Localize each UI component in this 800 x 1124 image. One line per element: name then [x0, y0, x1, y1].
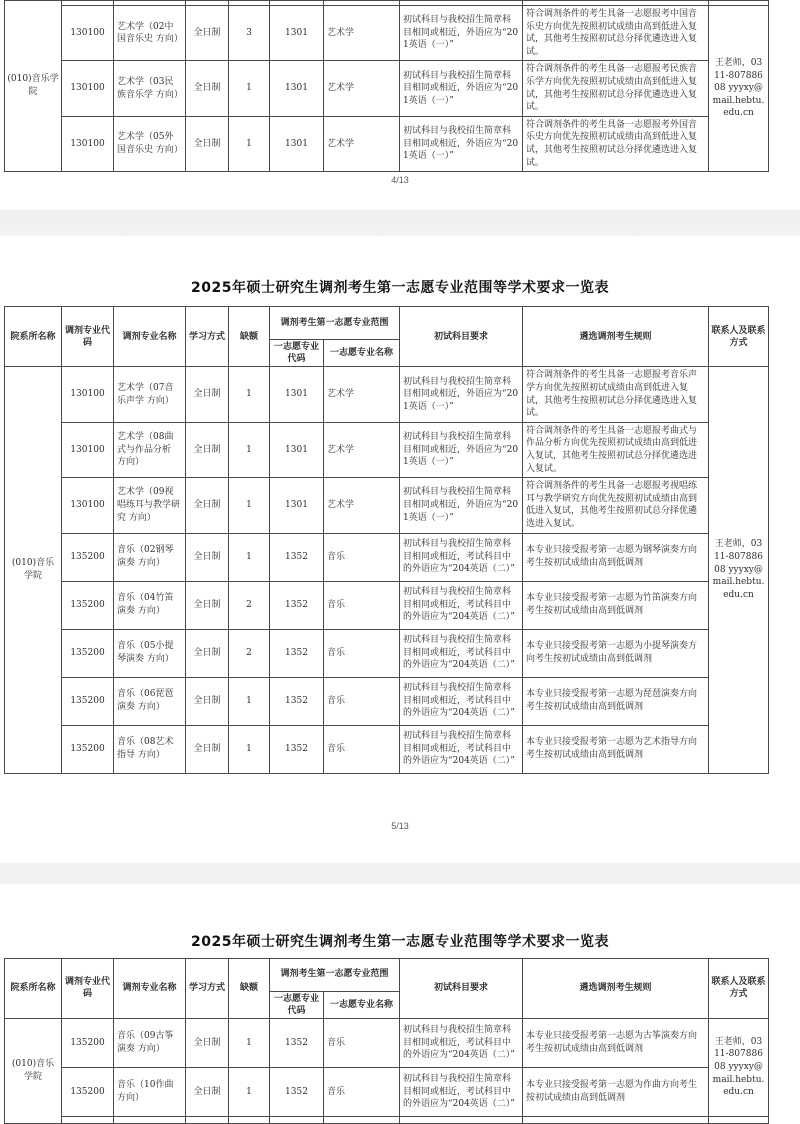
cell-first-choice-code: 1301: [270, 422, 324, 477]
cell-first-choice-name: 音乐: [324, 1067, 400, 1116]
cell-adjust-name: 艺术学（08曲式与作品分析 方向）: [114, 422, 186, 477]
cell-first-choice-name: 艺术学: [324, 6, 400, 61]
cell-exam-requirement: 初试科目与我校招生简章科目相同或相近，外语应为“201英语（一）”: [400, 478, 523, 533]
cell-adjust-code: 130100: [62, 61, 114, 116]
cell-study-mode: 全日制: [186, 1067, 229, 1116]
col-selection-rule: 遴选调剂考生规则: [523, 958, 709, 1018]
cell-quota: 2: [229, 581, 270, 629]
table-row: [5, 116, 769, 171]
table-row: [5, 725, 769, 773]
cell-study-mode: 全日制: [186, 116, 229, 171]
cell-adjust-name: 音乐（06琵琶演奏 方向）: [114, 677, 186, 725]
table-body: [5, 367, 769, 773]
cell-adjust-code: 135200: [62, 677, 114, 725]
cell-dept: (010)音乐学院: [5, 367, 62, 773]
cell-adjust-name: 音乐（09古筝演奏 方向）: [114, 1018, 186, 1067]
table-body: [5, 1, 769, 172]
col-contact: 联系人及联系方式: [709, 958, 769, 1018]
cell-first-choice-name: 音乐: [324, 581, 400, 629]
cell-adjust-name: 艺术学（05外国音乐史 方向）: [114, 116, 186, 171]
adjustment-table-p5: [4, 306, 769, 773]
cell-exam-requirement: 初试科目与我校招生简章科目相同或相近，考试科目中的外语应为“204英语（二）”: [400, 677, 523, 725]
cell-dept: (010)音乐学院: [5, 1, 62, 172]
cell-adjust-name: 音乐（05小提琴演奏 方向）: [114, 629, 186, 677]
cell-exam-requirement: 初试科目与我校招生简章科目相同或相近，考试科目中的外语应为“204英语（二）”: [400, 629, 523, 677]
cell-contact: 王老师，0311-80788608 yyyxy@mail.hebtu.edu.cn: [709, 367, 769, 773]
col-selection-rule: 遴选调剂考生规则: [523, 307, 709, 367]
cell-fragment: [270, 1116, 324, 1123]
cell-selection-rule: 符合调剂条件的考生具备一志愿报考中国音乐史方向优先按照初试成绩由高到低进入复试，其他考生按照初试总分择优遴选进入复试。: [523, 6, 709, 61]
cell-quota: 1: [229, 61, 270, 116]
clipped-row-bottom: [5, 1116, 769, 1123]
cell-adjust-code: 135200: [62, 1067, 114, 1116]
cell-study-mode: 全日制: [186, 677, 229, 725]
col-first-choice-code: 一志愿专业代码: [270, 991, 324, 1018]
cell-contact: 王老师，0311-80788608 yyyxy@mail.hebtu.edu.cn: [709, 1018, 769, 1116]
cell-adjust-name: 艺术学（07音乐声学 方向）: [114, 367, 186, 422]
cell-exam-requirement: 初试科目与我校招生简章科目相同或相近，外语应为“201英语（一）”: [400, 422, 523, 477]
cell-quota: 1: [229, 367, 270, 422]
cell-adjust-name: 艺术学（09视唱练耳与教学研究 方向）: [114, 478, 186, 533]
cell-adjust-code: 130100: [62, 478, 114, 533]
cell-study-mode: 全日制: [186, 533, 229, 581]
cell-first-choice-code: 1301: [270, 61, 324, 116]
cell-selection-rule: 本专业只接受报考第一志愿为小提琴演奏方向考生按初试成绩由高到低调剂: [523, 629, 709, 677]
cell-first-choice-name: 艺术学: [324, 478, 400, 533]
cell-study-mode: 全日制: [186, 367, 229, 422]
cell-exam-requirement: 初试科目与我校招生简章科目相同或相近，外语应为“201英语（一）”: [400, 6, 523, 61]
col-dept: 院系所名称: [5, 958, 62, 1018]
cell-quota: 1: [229, 533, 270, 581]
col-contact: 联系人及联系方式: [709, 307, 769, 367]
col-adjust-code: 调剂专业代码: [62, 958, 114, 1018]
cell-study-mode: 全日制: [186, 6, 229, 61]
cell-exam-requirement: 初试科目与我校招生简章科目相同或相近，外语应为“201英语（一）”: [400, 61, 523, 116]
cell-selection-rule: 本专业只接受报考第一志愿为钢琴演奏方向考生按初试成绩由高到低调剂: [523, 533, 709, 581]
cell-first-choice-name: 音乐: [324, 677, 400, 725]
cell-first-choice-name: 音乐: [324, 533, 400, 581]
col-quota: 缺额: [229, 958, 270, 1018]
cell-quota: 1: [229, 116, 270, 171]
cell-exam-requirement: 初试科目与我校招生简章科目相同或相近，外语应为“201英语（一）”: [400, 116, 523, 171]
cell-quota: 1: [229, 677, 270, 725]
cell-selection-rule: 符合调剂条件的考生具备一志愿报考音乐声学方向优先按照初试成绩由高到低进入复试，其他考生按照初试总分择优遴选进入复试。: [523, 367, 709, 422]
col-exam-requirement: 初试科目要求: [400, 958, 523, 1018]
cell-fragment: [114, 1116, 186, 1123]
col-first-choice-group: 调剂考生第一志愿专业范围: [270, 958, 400, 991]
cell-quota: 1: [229, 725, 270, 773]
col-exam-requirement: 初试科目要求: [400, 307, 523, 367]
cell-study-mode: 全日制: [186, 725, 229, 773]
cell-first-choice-code: 1301: [270, 116, 324, 171]
cell-quota: 1: [229, 1018, 270, 1067]
table-body: [5, 1018, 769, 1123]
cell-fragment: [709, 1116, 769, 1123]
cell-study-mode: 全日制: [186, 422, 229, 477]
cell-first-choice-name: 音乐: [324, 1018, 400, 1067]
col-adjust-name: 调剂专业名称: [114, 958, 186, 1018]
cell-adjust-name: 音乐（08艺术指导 方向）: [114, 725, 186, 773]
cell-exam-requirement: 初试科目与我校招生简章科目相同或相近，外语应为“201英语（一）”: [400, 367, 523, 422]
cell-study-mode: 全日制: [186, 61, 229, 116]
cell-first-choice-name: 音乐: [324, 725, 400, 773]
page-section-p5: [0, 278, 800, 831]
cell-adjust-code: 135200: [62, 1018, 114, 1067]
col-study-mode: 学习方式: [186, 958, 229, 1018]
cell-first-choice-name: 艺术学: [324, 116, 400, 171]
cell-selection-rule: 本专业只接受报考第一志愿为艺术指导方向考生按初试成绩由高到低调剂: [523, 725, 709, 773]
cell-selection-rule: 本专业只接受报考第一志愿为琵琶演奏方向考生按初试成绩由高到低调剂: [523, 677, 709, 725]
cell-selection-rule: 本专业只接受报考第一志愿为古筝演奏方向考生按初试成绩由高到低调剂: [523, 1018, 709, 1067]
cell-first-choice-name: 艺术学: [324, 367, 400, 422]
cell-selection-rule: 符合调剂条件的考生具备一志愿报考外国音乐史方向优先按照初试成绩由高到低进入复试，其他考生按照初试总分择优遴选进入复试。: [523, 116, 709, 171]
cell-adjust-code: 135200: [62, 533, 114, 581]
col-quota: 缺额: [229, 307, 270, 367]
cell-first-choice-name: 艺术学: [324, 61, 400, 116]
page-number: 5/13: [391, 820, 409, 831]
page-number: 4/13: [391, 175, 409, 186]
cell-study-mode: 全日制: [186, 478, 229, 533]
cell-selection-rule: 符合调剂条件的考生具备一志愿报考曲式与作品分析方向优先按照初试成绩由高到低进入复试，其他考生按照初试总分择优遴选进入复试。: [523, 422, 709, 477]
cell-adjust-name: 音乐（10作曲 方向）: [114, 1067, 186, 1116]
cell-first-choice-code: 1352: [270, 581, 324, 629]
cell-fragment: [62, 1116, 114, 1123]
cell-first-choice-code: 1352: [270, 533, 324, 581]
header-row-top: [5, 958, 769, 991]
cell-quota: 1: [229, 478, 270, 533]
table-row: [5, 629, 769, 677]
adjustment-table-p4: [4, 0, 769, 172]
col-first-choice-name: 一志愿专业名称: [324, 991, 400, 1018]
cell-fragment: [523, 1116, 709, 1123]
cell-exam-requirement: 初试科目与我校招生简章科目相同或相近，考试科目中的外语应为“204英语（二）”: [400, 1067, 523, 1116]
table-row: [5, 6, 769, 61]
table-header: [5, 307, 769, 367]
col-adjust-name: 调剂专业名称: [114, 307, 186, 367]
col-adjust-code: 调剂专业代码: [62, 307, 114, 367]
cell-selection-rule: 本专业只接受报考第一志愿为作曲方向考生按初试成绩由高到低调剂: [523, 1067, 709, 1116]
col-dept: 院系所名称: [5, 307, 62, 367]
cell-study-mode: 全日制: [186, 581, 229, 629]
cell-first-choice-name: 艺术学: [324, 422, 400, 477]
table-row: [5, 533, 769, 581]
table-row: [5, 367, 769, 422]
page-separator: [0, 863, 800, 884]
cell-fragment: [229, 1116, 270, 1123]
cell-adjust-name: 艺术学（03民族音乐学 方向）: [114, 61, 186, 116]
cell-first-choice-code: 1352: [270, 629, 324, 677]
cell-quota: 1: [229, 1067, 270, 1116]
cell-adjust-code: 130100: [62, 6, 114, 61]
table-row: [5, 1018, 769, 1067]
table-row: [5, 478, 769, 533]
cell-first-choice-code: 1301: [270, 478, 324, 533]
col-first-choice-code: 一志愿专业代码: [270, 340, 324, 367]
table-row: [5, 581, 769, 629]
cell-selection-rule: 符合调剂条件的考生具备一志愿报考民族音乐学方向优先按照初试成绩由高到低进入复试，其他考生按照初试总分择优遴选进入复试。: [523, 61, 709, 116]
cell-exam-requirement: 初试科目与我校招生简章科目相同或相近，考试科目中的外语应为“204英语（二）”: [400, 581, 523, 629]
cell-exam-requirement: 初试科目与我校招生简章科目相同或相近，考试科目中的外语应为“204英语（二）”: [400, 1018, 523, 1067]
cell-first-choice-code: 1352: [270, 1018, 324, 1067]
cell-fragment: [186, 1116, 229, 1123]
page-separator: [0, 210, 800, 236]
cell-first-choice-code: 1301: [270, 6, 324, 61]
col-first-choice-name: 一志愿专业名称: [324, 340, 400, 367]
cell-dept: (010)音乐学院: [5, 1018, 62, 1123]
table-row: [5, 1067, 769, 1116]
cell-adjust-code: 130100: [62, 422, 114, 477]
table-header: [5, 958, 769, 1018]
cell-adjust-name: 音乐（04竹笛演奏 方向）: [114, 581, 186, 629]
cell-selection-rule: 本专业只接受报考第一志愿为竹笛演奏方向考生按初试成绩由高到低调剂: [523, 581, 709, 629]
cell-adjust-code: 135200: [62, 629, 114, 677]
cell-exam-requirement: 初试科目与我校招生简章科目相同或相近，考试科目中的外语应为“204英语（二）”: [400, 725, 523, 773]
table-row: [5, 677, 769, 725]
page-section-p6: [0, 932, 800, 1124]
cell-selection-rule: 符合调剂条件的考生具备一志愿报考视唱练耳与教学研究方向优先按照初试成绩由高到低进入复试，其他考生按照初试总分择优遴选进入复试。: [523, 478, 709, 533]
cell-study-mode: 全日制: [186, 629, 229, 677]
cell-exam-requirement: 初试科目与我校招生简章科目相同或相近，考试科目中的外语应为“204英语（二）”: [400, 533, 523, 581]
page-title: 2025年硕士研究生调剂考生第一志愿专业范围等学术要求一览表: [191, 280, 609, 297]
cell-first-choice-code: 1352: [270, 725, 324, 773]
cell-fragment: [400, 1116, 523, 1123]
header-row-top: [5, 307, 769, 340]
cell-quota: 1: [229, 422, 270, 477]
cell-adjust-code: 135200: [62, 581, 114, 629]
cell-first-choice-code: 1352: [270, 1067, 324, 1116]
cell-fragment: [324, 1116, 400, 1123]
adjustment-table-p6: [4, 958, 769, 1124]
cell-contact: 王老师，0311-80788608 yyyxy@mail.hebtu.edu.cn: [709, 6, 769, 172]
table-row: [5, 422, 769, 477]
cell-adjust-name: 音乐（02钢琴演奏 方向）: [114, 533, 186, 581]
cell-adjust-name: 艺术学（02中国音乐史 方向）: [114, 6, 186, 61]
page-section-p4: [0, 0, 800, 186]
cell-study-mode: 全日制: [186, 1018, 229, 1067]
cell-adjust-code: 130100: [62, 116, 114, 171]
cell-first-choice-code: 1352: [270, 677, 324, 725]
cell-first-choice-name: 音乐: [324, 629, 400, 677]
cell-adjust-code: 135200: [62, 725, 114, 773]
cell-quota: 2: [229, 629, 270, 677]
cell-adjust-code: 130100: [62, 367, 114, 422]
cell-first-choice-code: 1301: [270, 367, 324, 422]
cell-quota: 3: [229, 6, 270, 61]
col-first-choice-group: 调剂考生第一志愿专业范围: [270, 307, 400, 340]
col-study-mode: 学习方式: [186, 307, 229, 367]
table-row: [5, 61, 769, 116]
page-title: 2025年硕士研究生调剂考生第一志愿专业范围等学术要求一览表: [191, 933, 609, 950]
